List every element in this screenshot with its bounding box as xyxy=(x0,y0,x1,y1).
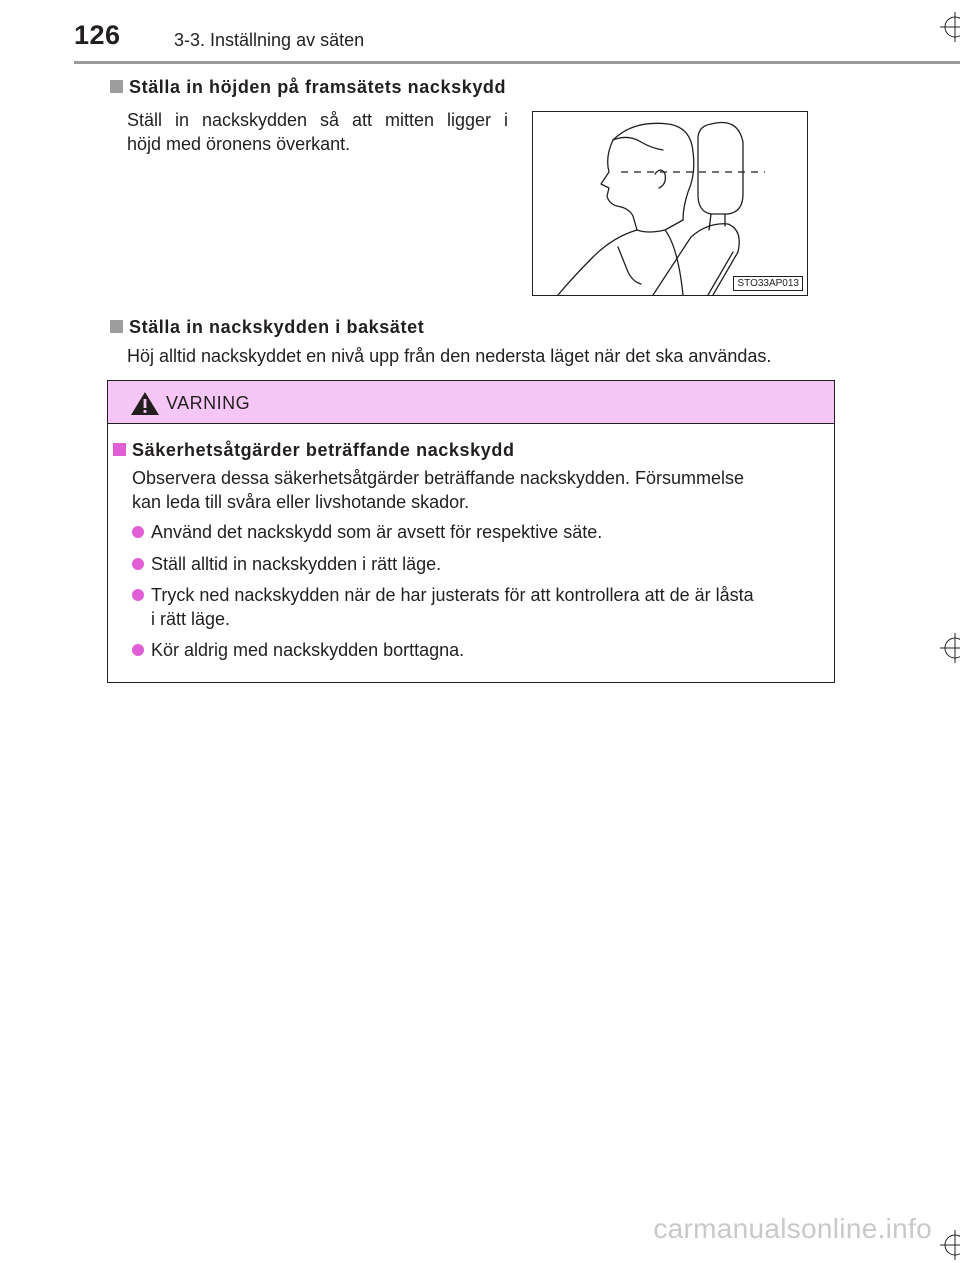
headrest-illustration xyxy=(533,112,807,295)
warning-intro-line1: Observera dessa säkerhetsåtgärder beträffande nackskydden. Försummelse xyxy=(132,468,744,488)
warning-label: VARNING xyxy=(166,393,251,413)
page-number: 126 xyxy=(74,20,121,50)
front-text-line1: Ställ in nackskydden så att mitten ligger i xyxy=(127,110,508,130)
figure-id: STO33AP013 xyxy=(733,276,803,291)
warning-bullet-4: Kör aldrig med nackskydden borttagna. xyxy=(151,640,465,660)
warning-bullet-2: Ställ alltid in nackskydden i rätt läge. xyxy=(151,554,442,574)
watermark: carmanualsonline.info xyxy=(653,1213,932,1244)
rear-text: Höj alltid nackskyddet en nivå upp från den nedersta läget när det ska användas. xyxy=(127,346,772,366)
registration-mark-icon xyxy=(940,633,960,663)
warning-bullet-1: Använd det nackskydd som är avsett för respektive säte. xyxy=(151,522,603,542)
header-rule xyxy=(74,61,960,64)
square-marker-icon xyxy=(110,80,123,93)
bullet-icon xyxy=(132,583,151,607)
chapter-title: 3-3. Inställning av säten xyxy=(174,30,365,50)
warning-title: Säkerhetsåtgärder beträffande nackskydd xyxy=(113,440,515,461)
headrest-figure xyxy=(532,111,808,296)
registration-mark-icon xyxy=(940,12,960,42)
bullet-icon xyxy=(132,552,151,576)
front-text-line2: höjd med öronens överkant. xyxy=(127,134,351,154)
warning-intro-line2: kan leda till svåra eller livshotande skador. xyxy=(132,492,470,512)
bullet-icon xyxy=(132,520,151,544)
warning-bullet-3-line1: Tryck ned nackskydden när de har justerats för att kontrollera att de är låsta xyxy=(151,585,754,605)
warning-triangle-icon xyxy=(130,390,160,417)
bullet-icon xyxy=(132,638,151,662)
section-heading-rear: Ställa in nackskydden i baksätet xyxy=(110,317,424,338)
square-marker-icon xyxy=(113,443,126,456)
warning-header xyxy=(108,381,834,424)
section-heading-front: Ställa in höjden på framsätets nackskydd xyxy=(110,77,506,98)
square-marker-icon xyxy=(110,320,123,333)
registration-mark-icon xyxy=(940,1230,960,1260)
warning-bullet-3-line2: i rätt läge. xyxy=(151,609,231,629)
